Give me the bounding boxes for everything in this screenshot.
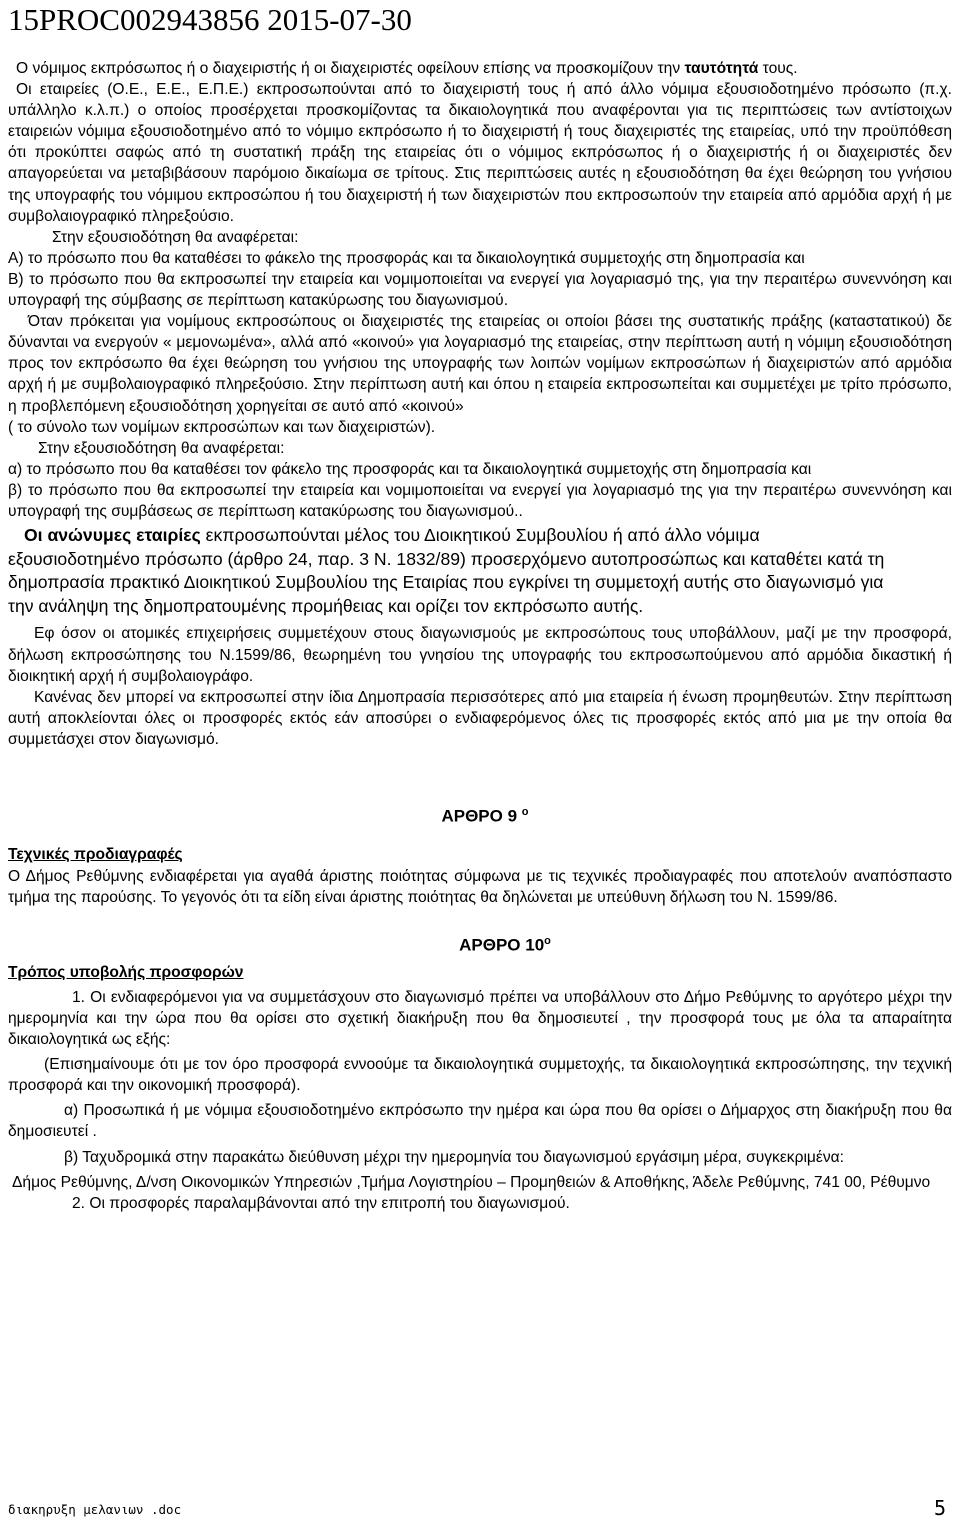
article-10-point-2: 2. Οι προσφορές παραλαμβάνονται από την επιτροπή του διαγωνισμού.: [72, 1194, 570, 1212]
bold-identity: ταυτότητά: [684, 60, 759, 77]
paragraph-total-representatives: ( το σύνολο των νομίμων εκπροσώπων και των διαχειριστών).: [8, 418, 436, 436]
article-10-item-b: β) Ταχυδρομικά στην παρακάτω διεύθυνση μέχρι την ημερομηνία του διαγωνισμού εργάσιμη μέρα, συγκεκριμένα:: [64, 1148, 845, 1166]
paragraph-anonymous-companies: Οι ανώνυμες εταιρίες εκπροσωπούνται μέλος του Διοικητικού Συμβουλίου ή από άλλο νόμιμα εξουσιοδοτημένο πρόσωπο (άρθρο 24, παρ. 3 Ν. 1832/89) προσερχόμενο αυτοπροσώπως και καταθέτει κατά τη δημοπρασία πρακτικό Διοικητικού Συμβουλίου της Εταιρίας που εγκρίνει τη συμμετοχή αυτής στο διαγωνισμό για την ανάληψη της δημοπρατουμένης προμήθειας και ορίζει τον εκπρόσωπο αυτής.: [8, 525, 885, 616]
document-body: [0, 58, 960, 1214]
footer-page-number: 5: [933, 1496, 946, 1520]
document-header-id: 15PROC002943856 2015-07-30: [8, 2, 412, 37]
paragraph-item-b: β) το πρόσωπο που θα εκπροσωπεί την εταιρεία και νομιμοποιείται να ενεργεί για λογαριασμό της για την περαιτέρω συνεννόηση και υπογραφή της συμβάσεως σε περίπτωση κατακύρωσης του διαγωνισμού..: [8, 481, 952, 520]
article-10-point-1: 1. Οι ενδιαφερόμενοι για να συμμετάσχουν στο διαγωνισμό πρέπει να υποβάλλουν στο Δήμο Ρεθύμνης το αργότερο μέχρι την ημερομηνία και την ώρα που θα ορίσει στο σχετική διακήρυξη που θα δημοσιευτεί , την προσφορά τους με όλα τα απαραίτητα δικαιολογητικά ως εξής:: [8, 988, 952, 1049]
paragraph-legal-representatives: Όταν πρόκειται για νομίμους εκπροσώπους οι διαχειριστές της εταιρείας οι οποίοι βάσει της συστατικής πράξης (καταστατικού) δε δύνανται να ενεργούν « μεμονωμένα», αλλά από «κοινού» για λογαριασμό της εταιρείας, στην περίπτωση αυτή η νόμιμη εξουσιοδότηση προς τον εκπρόσωπο θα έχει θεώρηση του γνήσιου της υπογραφής των λοιπών νομίμων εκπροσώπων ή διαχειριστών από αρμόδια αρχή ή με συμβολαιογραφικό πληρεξούσιο. Στην περίπτωση αυτή και όπου η εταιρεία εκπροσωπείται και συμμετέχει με τρίτο πρόσωπο, η προβλεπόμενη εξουσιοδότηση χορηγείται σε αυτό από «κοινού»: [8, 313, 952, 415]
footer-filename: διακηρυξη μελανιων .doc: [8, 1502, 182, 1517]
paragraph-item-a: α) το πρόσωπο που θα καταθέσει τον φάκελο της προσφοράς και τα δικαιολογητικά συμμετοχής στη δημοπρασία και: [8, 460, 812, 478]
paragraph-authorization-intro: Στην εξουσιοδότηση θα αναφέρεται:: [52, 228, 299, 246]
article-10-subtitle: Τρόπος υποβολής προσφορών: [8, 963, 244, 981]
bold-anonymous-companies: Οι ανώνυμες εταιρίες: [24, 525, 201, 546]
article-9-text: Ο Δήμος Ρεθύμνης ενδιαφέρεται για αγαθά άριστης ποιότητας σύμφωνα με τις τεχνικές προδιαγραφές που αποτελούν αναπόσπαστο τμήμα της παρούσης. Το γεγονός ότι τα είδη είναι άριστης ποιότητας θα δηλώνεται με υπεύθυνη δήλωση του Ν. 1599/86.: [8, 867, 952, 906]
article-10-address: Δήμος Ρεθύμνης, Δ/νση Οικονομικών Υπηρεσιών ,Τμήμα Λογιστηρίου – Προμηθειών & Αποθήκης, Άδελε Ρεθύμνης, 741 00, Ρέθυμνο: [12, 1173, 931, 1191]
paragraph-representative-identity: Ο νόμιμος εκπρόσωπος ή ο διαχειριστής ή οι διαχειριστές οφείλουν επίσης να προσκομίζουν την ταυτότητά τους.: [16, 60, 798, 77]
paragraph-item-B: Β) το πρόσωπο που θα εκπροσωπεί την εταιρεία και νομιμοποιείται να ενεργεί για λογαριασμό της, για την περαιτέρω συνεννόηση και υπογραφή της σύμβασης σε περίπτωση κατακύρωσης του διαγωνισμού.: [8, 270, 952, 310]
article-9-heading: ΑΡΘΡΟ 9 $^o$: [441, 806, 529, 826]
paragraph-individual-businesses: Εφ όσον οι ατομικές επιχειρήσεις συμμετέχουν στους διαγωνισμούς με εκπροσώπους τους υποβάλλουν, μαζί με την προσφορά, δήλωση εκπροσώπησης του Ν.1599/86, θεωρημένη του γνησίου της υπογραφής του εκπροσωπούμενου από αρμόδια δικαστική ή διοικητική αρχή ή συμβολαιογράφο.: [8, 625, 952, 685]
article-10-item-a: α) Προσωπικά ή με νόμιμα εξουσιοδοτημένο εκπρόσωπο την ημέρα και ώρα που θα ορίσει ο Δήμαρχος στη διακήρυξη που θα δημοσιευτεί .: [8, 1102, 952, 1141]
article-9-subtitle: Τεχνικές προδιαγραφές: [8, 845, 183, 863]
paragraph-item-A: Α) το πρόσωπο που θα καταθέσει το φάκελο της προσφοράς και τα δικαιολογητικά συμμετοχής στη δημοπρασία και: [8, 249, 805, 267]
article-10-heading: ΑΡΘΡΟ $10^o$: [459, 935, 551, 955]
paragraph-companies-representation: Οι εταιρείες (Ο.Ε., Ε.Ε., Ε.Π.Ε.) εκπροσωπούνται από το διαχειριστή τους ή από άλλο νόμιμα εξουσιοδοτημένο πρόσωπο (π.χ. υπάλληλο κ.λ.π.) ο οποίος προσέρχεται προσκομίζοντας τα δικαιολογητικά που αναφέρονται για τις περιπτώσεις των αντίστοιχων εταιρειών νόμιμα εξουσιοδοτημένο από το νόμιμο εκπρόσωπο ή το διαχειριστή ή τους διαχειριστές της εταιρείας, υπό την προϋπόθεση ότι προκύπτει σαφώς από τη συστατική πράξη της εταιρείας ότι ο νόμιμος εκπρόσωπος ή ο διαχειριστής ή οι διαχειριστές δεν απαγορεύεται να μεταβιβάσουν παρόμοιο δικαίωμα σε τρίτους. Στις περιπτώσεις αυτές η εξουσιοδότηση θα έχει θεώρηση του γνήσιου της υπογραφής του νόμιμου εκπροσώπου ή του διαχειριστή ή των διαχειριστών που εκπροσωπούν την εταιρεία από αρμόδια αρχή ή με συμβολαιογραφικό πληρεξούσιο.: [8, 81, 952, 225]
paragraph-single-representation: Κανένας δεν μπορεί να εκπροσωπεί στην ίδια Δημοπρασία περισσότερες από μια εταιρεία ή ένωση προμηθευτών. Στην περίπτωση αυτή αποκλείονται όλες οι προσφορές εκτός εάν αποσύρει ο ενδιαφερόμενος όλες τις προσφορές εκτός από μια με την οποία θα συμμετάσχει στον διαγωνισμό.: [8, 688, 952, 748]
paragraph-authorization-intro-2: Στην εξουσιοδότηση θα αναφέρεται:: [38, 439, 285, 457]
article-10-note: (Επισημαίνουμε ότι με τον όρο προσφορά εννοούμε τα δικαιολογητικά συμμετοχής, τα δικαιολογητικά εκπροσώπησης, την τεχνική προσφορά και την οικονομική προσφορά).: [8, 1056, 952, 1095]
